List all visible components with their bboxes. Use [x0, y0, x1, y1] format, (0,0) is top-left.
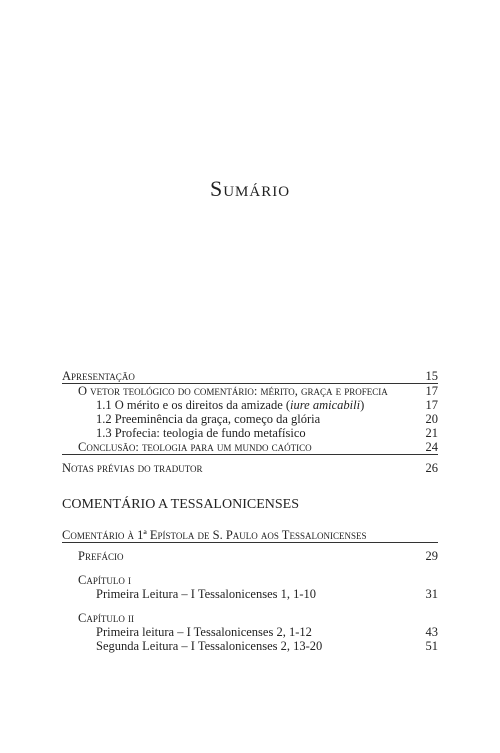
toc-entry-label: Primeira leitura – I Tessalonicenses 2, 1-12: [96, 625, 312, 639]
toc-entry-page: 21: [425, 426, 438, 440]
toc-entry-page: 20: [425, 412, 438, 426]
toc-entry-1-1[interactable]: [62, 398, 438, 412]
toc-entry-apresentacao[interactable]: [62, 369, 438, 383]
toc-entry-1-3[interactable]: [62, 426, 438, 440]
toc-entry-label: Prefácio: [78, 549, 124, 563]
toc-entry-cap1-leitura1[interactable]: [62, 587, 438, 601]
toc-entry-label: Segunda Leitura – I Tessalonicenses 2, 13-20: [96, 639, 323, 653]
section-heading: COMENTÁRIO A TESSALONICENSES: [62, 497, 299, 512]
toc-entry-cap2-leitura2[interactable]: [62, 639, 438, 653]
toc-entry-notas[interactable]: [62, 461, 438, 475]
toc-entry-label: 1.1 O mérito e os direitos da amizade (iure amicabili): [96, 398, 365, 412]
toc-entry-label: Notas prévias do tradutor: [62, 461, 203, 475]
toc-entry-label: 1.2 Preeminência da graça, começo da glória: [96, 412, 321, 426]
toc-entry-page: 43: [425, 625, 438, 639]
toc-entry-page: 26: [425, 461, 438, 475]
toc-entry-vetor[interactable]: [62, 384, 438, 398]
page-title: Sumário: [209, 176, 291, 201]
toc-entry-label: Conclusão: teologia para um mundo caótico: [78, 440, 312, 454]
toc-entry-page: 31: [425, 587, 438, 601]
toc-entry-label: 1.3 Profecia: teologia de fundo metafísico: [96, 426, 306, 440]
toc-entry-label: Primeira Leitura – I Tessalonicenses 1, 1-10: [96, 587, 317, 601]
table-of-contents: [62, 369, 438, 653]
toc-entry-page: 24: [425, 440, 438, 454]
toc-entry-page: 17: [425, 398, 438, 412]
toc-entry-prefacio[interactable]: [62, 549, 438, 563]
toc-entry-epistola[interactable]: [62, 528, 438, 542]
toc-entry-label: O vetor teológico do comentário: mérito, graça e profecia: [78, 384, 388, 398]
toc-entry-1-2[interactable]: [62, 412, 438, 426]
chapter-label-1: Capítulo i: [78, 573, 131, 587]
toc-divider: [62, 454, 438, 455]
toc-entry-label: Apresentação: [62, 369, 135, 383]
toc-entry-cap2-leitura1[interactable]: [62, 625, 438, 639]
toc-entry-page: 15: [425, 369, 438, 383]
chapter-label-2: Capítulo ii: [78, 611, 134, 625]
toc-entry-page: 29: [425, 549, 438, 563]
toc-entry-page: 17: [425, 384, 438, 398]
toc-divider: [62, 542, 438, 543]
toc-entry-page: 51: [425, 639, 438, 653]
toc-entry-conclusao[interactable]: [62, 440, 438, 454]
toc-entry-label: Comentário à 1ª Epístola de S. Paulo aos Tessalonicenses: [62, 528, 367, 542]
